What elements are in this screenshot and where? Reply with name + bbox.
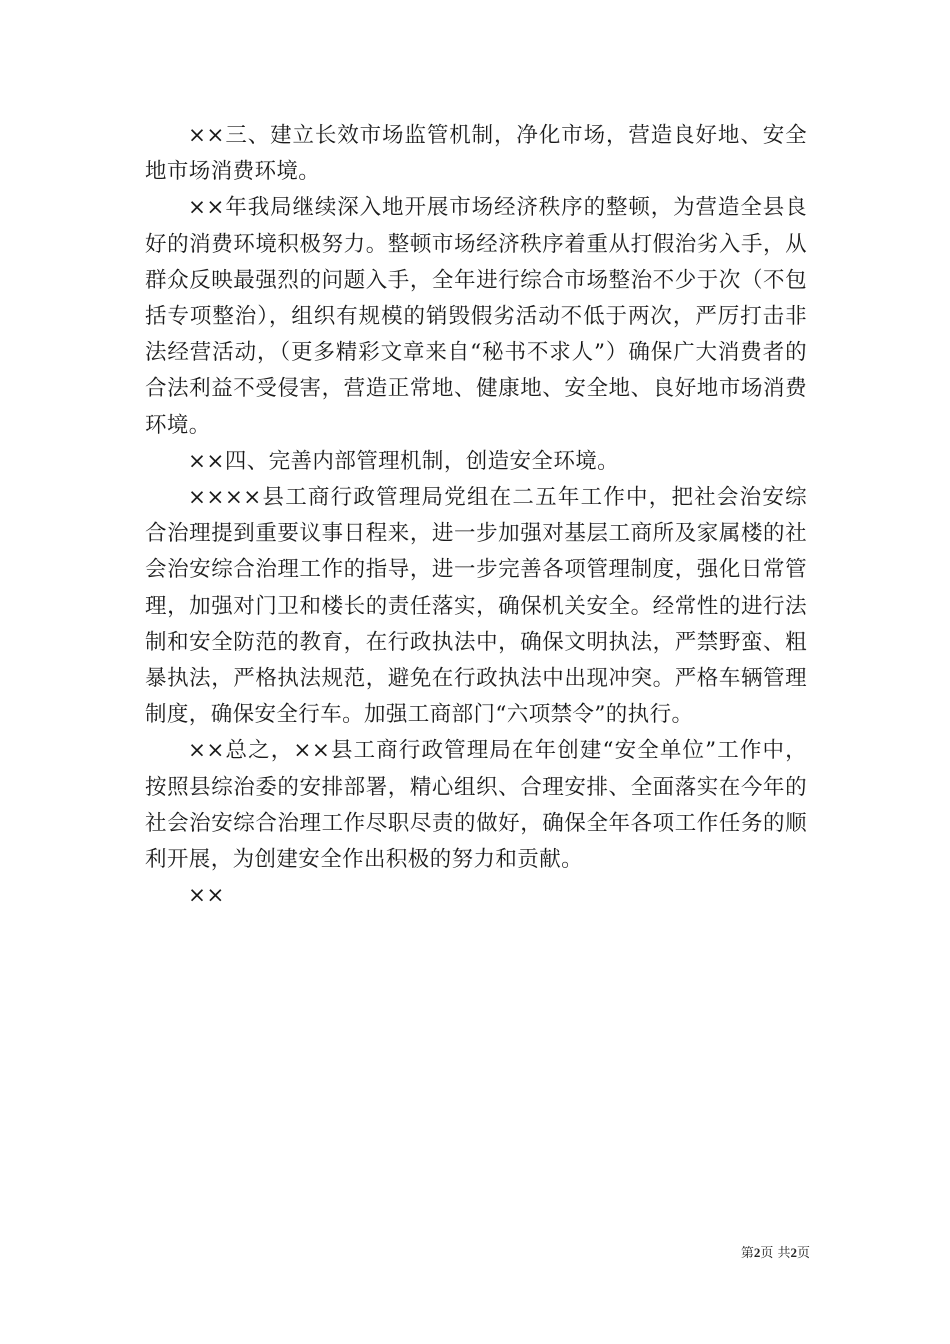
- footer-total-pages: 2: [790, 1245, 797, 1260]
- paragraph-market-order: ××年我局继续深入地开展市场经济秩序的整顿，为营造全县良好的消费环境积极努力。整顿市场经济秩序着重从打假治劣入手，从群众反映最强烈的问题入手，全年进行综合市场整治不少于次（不包括专项整治），组织有规模的销毁假劣活动不低于两次，严厉打击非法经营活动，（更多精彩文章来自“秘书不求人”）确保广大消费者的合法利益不受侵害，营造正常地、健康地、安全地、良好地市场消费环境。: [145, 195, 807, 438]
- document-body: [145, 118, 807, 914]
- paragraph-closing-mark: ××: [188, 883, 225, 909]
- footer-current-page: 2: [753, 1245, 761, 1260]
- page-number-footer: [700, 1245, 810, 1262]
- paragraph-section-four-heading: ××四、完善内部管理机制，创造安全环境。: [188, 448, 620, 474]
- footer-middle: 页 共: [760, 1246, 791, 1261]
- footer-prefix: 第: [740, 1246, 754, 1261]
- paragraph-conclusion: ××总之，××县工商行政管理局在年创建“安全单位”工作中，按照县综治委的安排部署，精心组织、合理安排、全面落实在今年的社会治安综合治理工作尽职尽责的做好，确保全年各项工作任务的顺利开展，为创建安全作出积极的努力和贡献。: [145, 738, 807, 873]
- footer-suffix: 页: [796, 1246, 810, 1261]
- paragraph-internal-management: ××××县工商行政管理局党组在二五年工作中，把社会治安综合治理提到重要议事日程来，进一步加强对基层工商所及家属楼的社会治安综合治理工作的指导，进一步完善各项管理制度，强化日常管理，加强对门卫和楼长的责任落实，确保机关安全。经常性的进行法制和安全防范的教育，在行政执法中，确保文明执法，严禁野蛮、粗暴执法，严格执法规范，避免在行政执法中出现冲突。严格车辆管理制度，确保安全行车。加强工商部门“六项禁令”的执行。: [145, 485, 807, 728]
- paragraph-section-three-heading: ××三、建立长效市场监管机制，净化市场，营造良好地、安全地市场消费环境。: [145, 123, 807, 185]
